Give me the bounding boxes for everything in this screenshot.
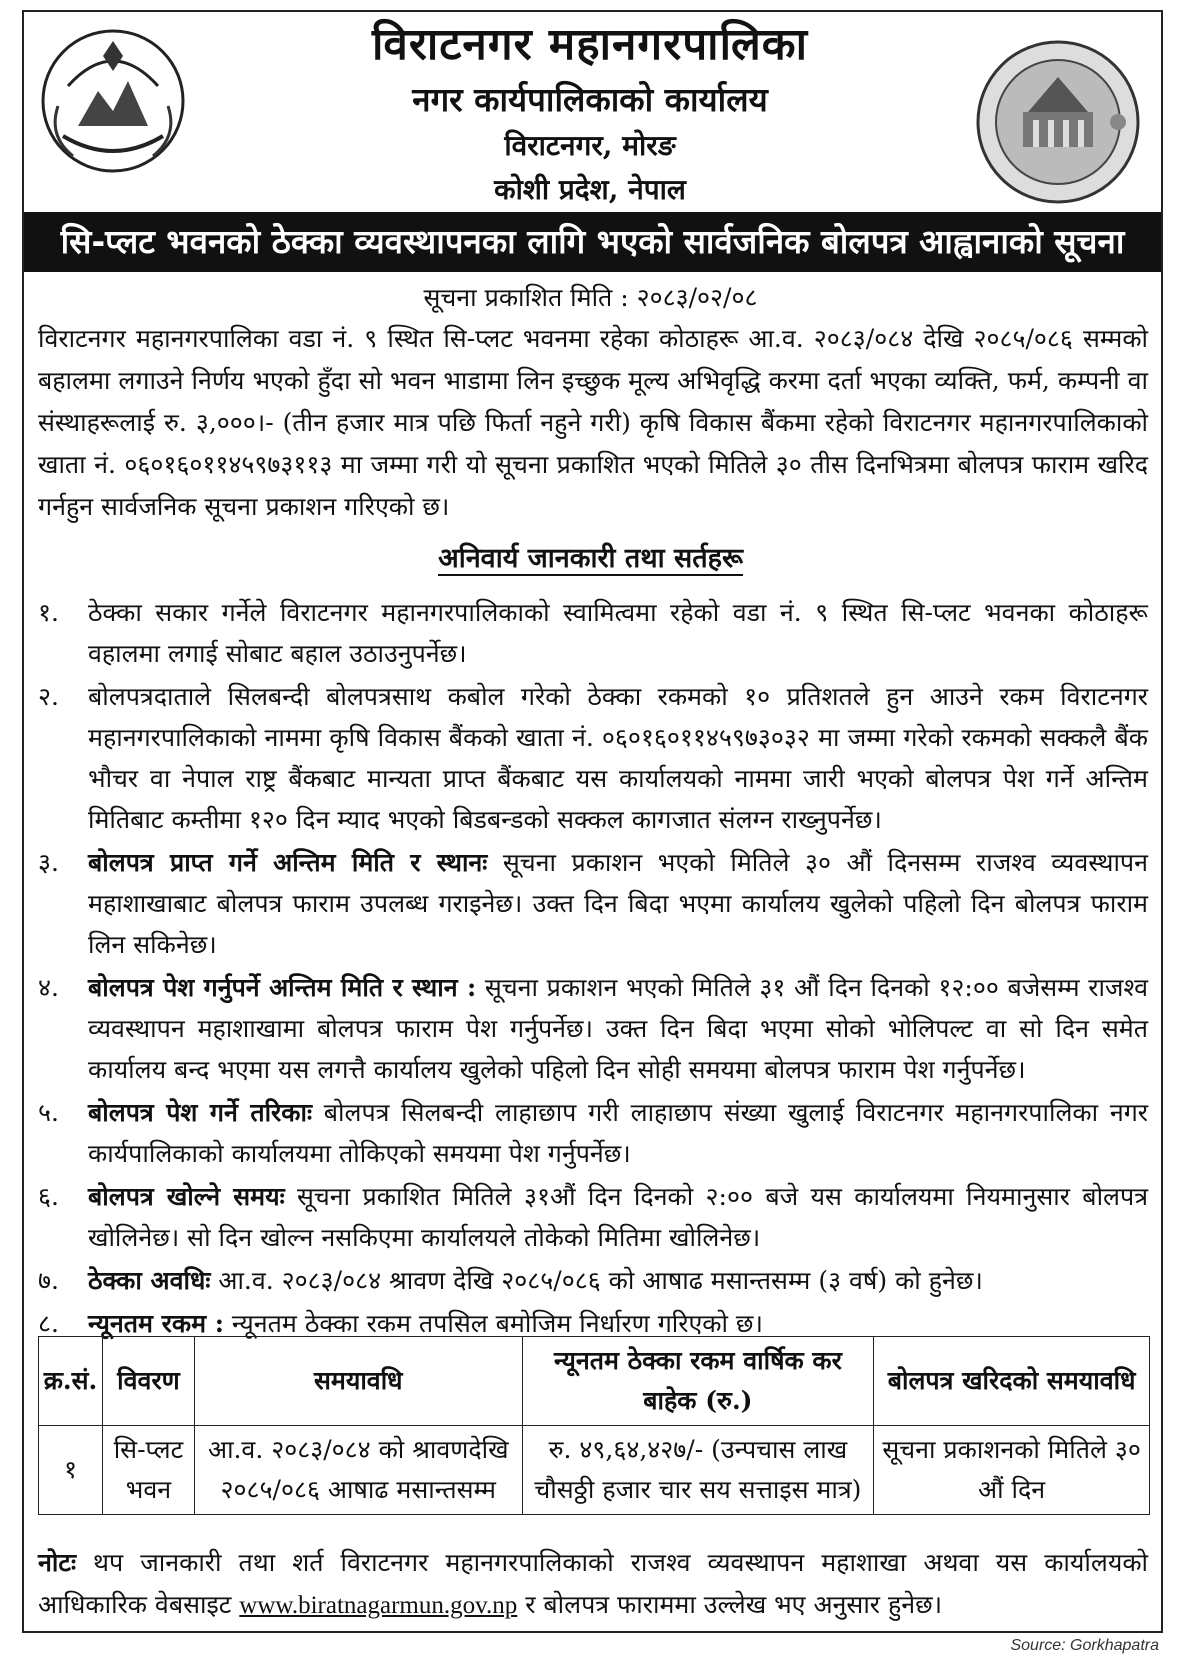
item-title: न्यूनतम रकम : xyxy=(88,1309,224,1338)
item-text xyxy=(88,1092,1148,1174)
item-number: ४. xyxy=(38,973,59,1002)
note-text-2: र बोलपत्र फाराममा उल्लेख भए अनुसार हुनेछ। xyxy=(517,1590,943,1619)
item-text xyxy=(88,676,1148,840)
tender-table xyxy=(38,1336,1150,1515)
item-number: ५. xyxy=(38,1098,59,1127)
item-body: बोलपत्रदाताले सिलबन्दी बोलपत्रसाथ कबोल गरेको ठेक्का रकमको १० प्रतिशतले हुन आउने रकम विराटनगर महानगरपालिकाको नाममा कृषि विकास बैंकको खाता नं. ०६०१६०११४५९७३०३२ मा जम्मा गरेको रकमको सक्कलै बैंक भौचर वा नेपाल राष्ट्र बैंकबाट मान्यता प्राप्त बैंकबाट यस कार्यालयको नाममा जारी भएको बोलपत्र पेश गर्ने अन्तिम मितिबाट कम्तीमा १२० दिन म्याद भएको बिडबन्डको सक्कल कागजात संलग्न राख्नुपर्नेछ। xyxy=(88,682,1148,834)
item-title: बोलपत्र खोल्ने समयः xyxy=(88,1182,285,1211)
item-body: सूचना प्रकाशित मितिले ३१औं दिन दिनको २:०० बजे यस कार्यालयमा नियमानुसार बोलपत्र खोलिनेछ। सो दिन खोल्न नसकिएमा कार्यालयले तोकेको मितिमा खोलिनेछ। xyxy=(88,1182,1149,1252)
conditions-heading xyxy=(0,538,1181,580)
item-number: १. xyxy=(38,598,59,627)
publication-date: सूचना प्रकाशित मिति : २०८३/०२/०८ xyxy=(423,283,758,312)
item-title: ठेक्का अवधिः xyxy=(88,1266,211,1295)
list-item xyxy=(38,1092,1148,1174)
item-body: न्यूनतम ठेक्का रकम तपसिल बमोजिम निर्धारण गरिएको छ। xyxy=(223,1309,763,1338)
item-text xyxy=(88,1176,1148,1258)
item-text xyxy=(88,592,1148,674)
cell-serial: १ xyxy=(39,1426,103,1515)
item-number: ६. xyxy=(38,1182,59,1211)
source-credit: Source: Gorkhapatra xyxy=(1010,1637,1159,1654)
list-item xyxy=(38,1176,1148,1258)
cell-purchase-period: सूचना प्रकाशनको मितिले ३० औं दिन xyxy=(874,1426,1150,1515)
item-body: सूचना प्रकाशन भएको मितिले ३१ औं दिन दिनको १२:०० बजेसम्म राजश्व व्यवस्थापन महाशाखामा बोलपत्र फाराम पेश गर्नुपर्नेछ। उक्त दिन बिदा भएमा सोको भोलिपल्ट वा सो दिन समेत कार्यालय बन्द भएमा यस लगत्तै कार्यालय खुलेको पहिलो दिन सोही समयमा बोलपत्र फाराम पेश गर्नुपर्नेछ। xyxy=(88,973,1148,1084)
list-item xyxy=(38,592,1148,674)
conditions-heading-text: अनिवार्य जानकारी तथा सर्तहरू xyxy=(438,543,743,574)
cell-min-amount: रु. ४९,६४,४२७/- (उन्पचास लाख चौसठ्ठी हजार चार सय सत्ताइस मात्र) xyxy=(522,1426,874,1515)
item-title: बोलपत्र पेश गर्ने तरिकाः xyxy=(88,1098,313,1127)
table-row xyxy=(39,1426,1150,1515)
office-header xyxy=(240,14,940,212)
col-header-serial: क्र.सं. xyxy=(39,1337,103,1426)
item-number: ८. xyxy=(38,1309,59,1338)
item-number: २. xyxy=(38,682,59,711)
item-text xyxy=(88,842,1148,965)
col-header-min-amount: न्यूनतम ठेक्का रकम वार्षिक कर बाहेक (रु.) xyxy=(522,1337,874,1426)
col-header-period: समयावधि xyxy=(194,1337,522,1426)
list-item xyxy=(38,1260,1148,1301)
note-text-1: थप जानकारी तथा शर्त विराटनगर महानगरपालिकाको राजश्व व्यवस्थापन महाशाखा अथवा यस कार्यालयको आधिकारिक वेबसाइट xyxy=(38,1548,1148,1619)
list-item xyxy=(38,842,1148,965)
item-body: सूचना प्रकाशन भएको मितिले ३० औं दिनसम्म राजश्व व्यवस्थापन महाशाखाबाट बोलपत्र फाराम उपलब्ध गराइनेछ। उक्त दिन बिदा भएमा कार्यालय खुलेको पहिलो दिन बोलपत्र फाराम लिन सकिनेछ। xyxy=(88,848,1148,959)
item-title: बोलपत्र पेश गर्नुपर्ने अन्तिम मिति र स्थान : xyxy=(88,973,477,1002)
cell-period: आ.व. २०८३/०८४ को श्रावणदेखि २०८५/०८६ आषाढ मसान्तसम्म xyxy=(194,1426,522,1515)
item-body: आ.व. २०८३/०८४ श्रावण देखि २०८५/०८६ को आषाढ मसान्तसम्म (३ वर्ष) को हुनेछ। xyxy=(210,1266,983,1295)
note-label: नोटः xyxy=(38,1548,77,1577)
municipality-name: विराटनगर महानगरपालिका xyxy=(372,19,808,70)
list-item xyxy=(38,967,1148,1090)
intro-paragraph: विराटनगर महानगरपालिका वडा नं. ९ स्थित सि-प्लट भवनमा रहेका कोठाहरू आ.व. २०८३/०८४ देखि २०८५/०८६ सम्मको बहालमा लगाउने निर्णय भएको हुँदा सो भवन भाडामा लिन इच्छुक मूल्य अभिवृद्धि करमा दर्ता भएका व्यक्ति, फर्म, कम्पनी वा संस्थाहरूलाई रु. ३,०००।- (तीन हजार मात्र पछि फिर्ता नहुने गरी) कृषि विकास बैंकमा रहेको विराटनगर महानगरपालिकाको खाता नं. ०६०१६०११४५९७३११३ मा जम्मा गरी यो सूचना प्रकाशित भएको मितिले ३० तीस दिनभित्रमा बोलपत्र फाराम खरिद गर्नहुन सार्वजनिक सूचना प्रकाशन गरिएको छ। xyxy=(38,324,1148,521)
col-header-description: विवरण xyxy=(102,1337,194,1426)
footnote xyxy=(38,1542,1148,1627)
item-title: बोलपत्र प्राप्त गर्ने अन्तिम मिति र स्थानः xyxy=(88,848,488,877)
item-number: ३. xyxy=(38,848,59,877)
nepal-emblem-icon xyxy=(28,16,198,186)
item-text xyxy=(88,967,1148,1090)
table-header-row xyxy=(39,1337,1150,1426)
item-body: बोलपत्र सिलबन्दी लाहाछाप गरी लाहाछाप संख्या खुलाई विराटनगर महानगरपालिका नगर कार्यपालिकाको कार्यालयमा तोकिएको समयमा पेश गर्नुपर्नेछ। xyxy=(88,1098,1148,1168)
col-header-purchase-period: बोलपत्र खरिदको समयावधि xyxy=(874,1337,1150,1426)
notice-title-banner: सि-प्लट भवनको ठेक्का व्यवस्थापनका लागि भएको सार्वजनिक बोलपत्र आह्वानाको सूचना xyxy=(24,212,1161,272)
list-item xyxy=(38,676,1148,840)
office-name: नगर कार्यपालिकाको कार्यालय xyxy=(412,80,768,119)
item-text xyxy=(88,1260,1148,1301)
conditions-list xyxy=(38,592,1148,1346)
biratnagar-seal-icon xyxy=(968,32,1148,212)
province-country: कोशी प्रदेश, नेपाल xyxy=(494,173,686,206)
office-address: विराटनगर, मोरङ xyxy=(504,129,676,162)
cell-description: सि-प्लट भवन xyxy=(102,1426,194,1515)
website-link[interactable]: www.biratnagarmun.gov.np xyxy=(239,1592,518,1619)
item-number: ७. xyxy=(38,1266,59,1295)
item-body: ठेक्का सकार गर्नेले विराटनगर महानगरपालिकाको स्वामित्वमा रहेको वडा नं. ९ स्थित सि-प्लट भवनका कोठाहरू वहालमा लगाई सोबाट बहाल उठाउनुपर्नेछ। xyxy=(88,598,1148,668)
